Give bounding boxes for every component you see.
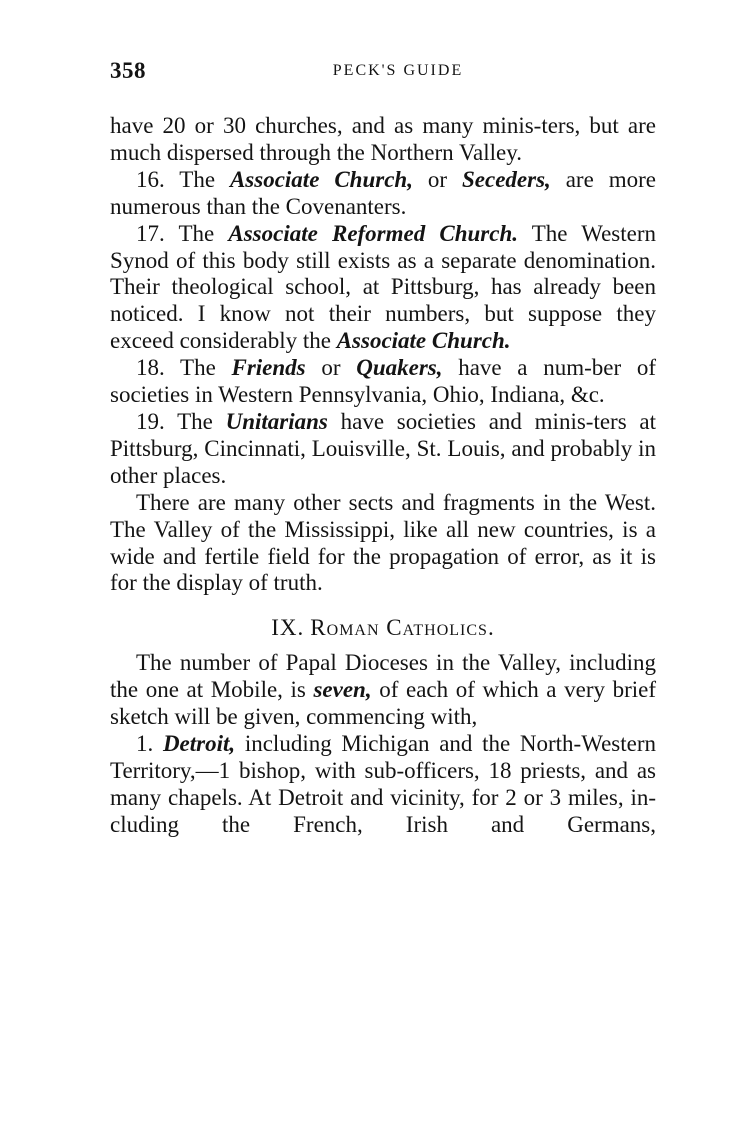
paragraph-16-associate-church xyxy=(110,167,656,221)
paragraph-18-friends xyxy=(110,355,656,409)
text-run: have societies and minis-ters at Pittsburg, Cincinnati, Louisville, St. Louis, and probably in other places. xyxy=(110,408,656,488)
text-run: The Western Synod of this body still exists as a separate denomination. Their theological school, at Pittsburg, has already been noticed. I know not their numbers, but suppose they exceed considerably the xyxy=(110,220,656,354)
text-run: are more numerous than the Covenanters. xyxy=(110,166,656,219)
paragraph-text: There are many other sects and fragments in the West. The Valley of the Mississippi, like all new countries, is a wide and fertile field for the propagation of error, as it is for the display of truth. xyxy=(110,489,656,596)
page-number: 358 xyxy=(110,58,146,83)
paragraph-17-associate-reformed xyxy=(110,221,656,356)
text-run: including Michigan and the North-Western Territory,—1 bishop, with sub-officers, 18 priests, and as many chapels. At Detroit and vicinity, for 2 or 3 miles, in-cluding the French, Irish and Germans, xyxy=(110,730,657,837)
text-run: 19. The xyxy=(136,408,226,434)
italic-term: Unitarians xyxy=(225,408,328,434)
text-run: of each of which a very brief sketch will be given, commencing with, xyxy=(110,677,657,730)
paragraph-text: have 20 or 30 churches, and as many minis-ters, but are much dispersed through the Northern Valley. xyxy=(110,113,656,165)
italic-term: Seceders, xyxy=(462,166,551,192)
paragraph-19-unitarians xyxy=(110,409,656,490)
italic-term: Associate Reformed Church. xyxy=(228,220,518,246)
paragraph-continuation xyxy=(110,113,656,167)
text-run: The number of Papal Dioceses in the Valley, including the one at Mobile, is xyxy=(110,650,656,703)
section-numeral: IX. xyxy=(271,615,305,641)
italic-term: Associate Church. xyxy=(336,328,511,354)
italic-term: seven, xyxy=(313,677,372,703)
italic-term: Friends xyxy=(231,355,306,381)
paragraph-papal-dioceses xyxy=(110,650,656,731)
page-header xyxy=(110,58,656,88)
italic-term: Quakers, xyxy=(356,355,443,381)
text-run: or xyxy=(412,166,462,192)
paragraph-other-sects xyxy=(110,490,656,598)
running-head: PECK'S GUIDE xyxy=(332,62,464,79)
body-text xyxy=(110,113,656,839)
italic-term: Detroit, xyxy=(162,730,236,756)
text-run: 18. The xyxy=(136,355,232,381)
text-run: 17. The xyxy=(136,220,229,246)
section-heading xyxy=(110,615,656,642)
text-run: or xyxy=(305,355,357,381)
text-run: 1. xyxy=(136,730,163,756)
italic-term: Associate Church, xyxy=(229,166,413,192)
paragraph-1-detroit xyxy=(110,731,656,839)
text-run: have a num-ber of societies in Western Pennsylvania, Ohio, Indiana, &c. xyxy=(110,355,656,408)
section-title: Roman Catholics. xyxy=(310,615,495,641)
text-run: 16. The xyxy=(136,166,230,192)
